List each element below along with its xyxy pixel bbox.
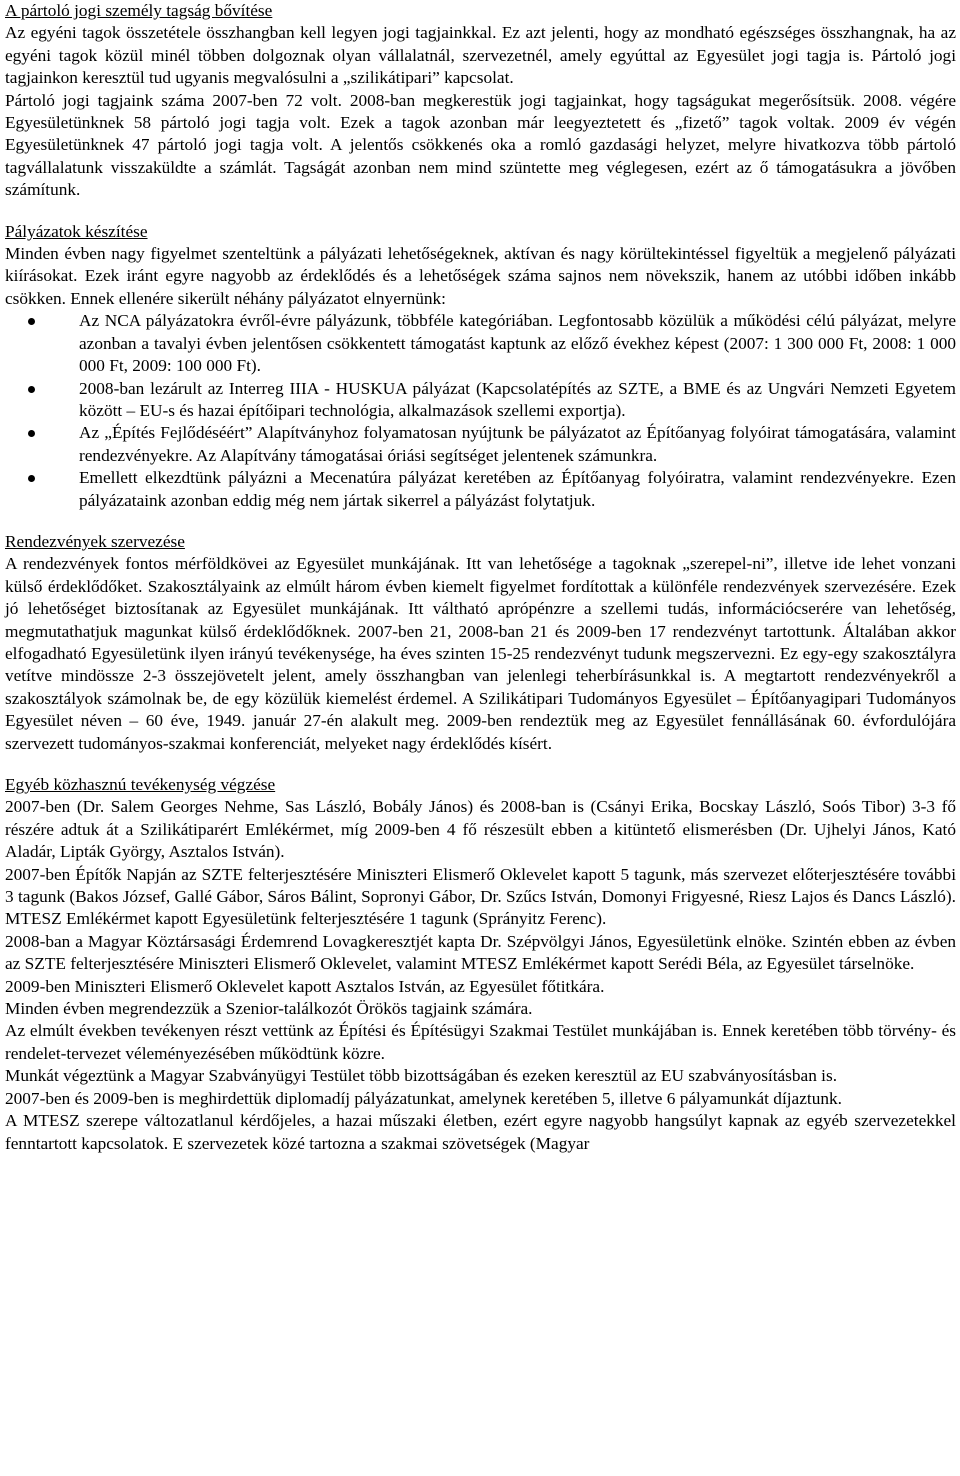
list-item xyxy=(5,467,956,512)
list-item-text: Az NCA pályázatokra évről-évre pályázunk, többféle kategóriában. Legfontosabb közülük a működési célú pályázat, melyre azonban a tavalyi évben jelentősen csökkentett támogatást kaptunk az előző évekhez képest (2007: 1 300 000 Ft, 2008: 1 000 000 Ft, 2009: 100 000 Ft). xyxy=(79,311,956,376)
palyazatok-bullet-list xyxy=(5,310,956,512)
bullet-dot-icon xyxy=(28,430,35,437)
list-item-text: 2008-ban lezárult az Interreg IIIA - HUSKUA pályázat (Kapcsolatépítés az SZTE, a BME és az Ungvári Nemzeti Egyetem között – EU-s és hazai építőipari technológia, alkalmazások szellemi exportja). xyxy=(79,378,956,420)
section-gap xyxy=(5,202,956,221)
rendezvenyek-paragraph: A rendezvények fontos mérföldkövei az Egyesület munkájának. Itt van lehetősége a tagoknak „szerepel-ni”, illetve ide lehet vonzani külső érdeklődőket. Szakosztályaink az elmúlt három évben kiemelt figyelmet fordítottak a különféle rendezvények szervezésére. Ezek jó lehetőséget biztosítanak az Egyesület munkájának. Itt váltható aprópénzre a szellemi tudás, információcserére van lehetőség, megmutathatjuk magunkat külső érdeklődőknek. 2007-ben 21, 2008-ban 21 és 2009-ben 17 rendezvényt tartottunk. Általában akkor elfogadható Egyesületünk ilyen irányú tevékenysége, ha éves szinten 15-25 rendezvényt tudunk megszervezni. Ez egy-egy szakosztályra vetítve mindössze 2-3 összejövetelt jelent, amely összhangban van jelenlegi teherbírásunkkal is. A megtartott rendezvényekről a szakosztályok számolnak be, de egy közülük kiemelést érdemel. A Szilikátipari Tudományos Egyesület – Építőanyagipari Tudományos Egyesület néven – 60 éve, 1949. január 27-én alakult meg. 2009-ben rendeztük meg az Egyesület fennállásának 60. évfordulójára szervezett tudományos-szakmai konferenciát, melyeket nagy érdeklődés kísért. xyxy=(5,554,956,753)
kozhasznu-paragraph-2: 2007-ben Építők Napján az SZTE felterjesztésére Miniszteri Elismerő Oklevelet kapott 5 tagunk, más szervezet előterjesztésére további 3 tagunk (Bakos József, Gallé Gábor, Sáros Bálint, Sopronyi Gábor, Dr. Szűcs István, Domonyi Frigyesné, Riesz Lajos és Dancs László). MTESZ Emlékérmet kapott Egyesületünk felterjesztésére 1 tagunk (Sprányitz Ferenc). xyxy=(5,864,956,929)
list-item xyxy=(5,422,956,467)
list-item-text: Emellett elkezdtünk pályázni a Mecenatúra pályázat keretében az Építőanyag folyóiratra, valamint rendezvényekre. Ezen pályázataink azonban eddig még nem jártak sikerrel a pályázást folytatjuk. xyxy=(79,468,956,510)
bullet-dot-icon xyxy=(28,386,35,393)
partolo-paragraph-2: Pártoló jogi tagjaink száma 2007-ben 72 volt. 2008-ban megkerestük jogi tagjainkat, hogy tagságukat megerősítsük. 2008. végére Egyesületünknek 58 pártoló jogi tagja volt. Ezek a tagok azonban már leegyeztetett és „fizető” tagok voltak. 2009 év végén Egyesületünknek 47 pártoló jogi tagja volt. A jelentős csökkenés oka a romló gazdasági helyzet, melyre hivatkozva több pártoló tagvállalatunk visszaküldte a számlát. Tagságát azonban nem mind szüntette meg véglegesen, ezért az ő támogatásukra a jövőben számítunk. xyxy=(5,90,956,200)
kozhasznu-paragraph-5: Minden évben megrendezzük a Szenior-találkozót Örökös tagjaink számára. xyxy=(5,999,533,1019)
bullet-dot-icon xyxy=(28,475,35,482)
kozhasznu-paragraph-1: 2007-ben (Dr. Salem Georges Nehme, Sas László, Bobály János) és 2008-ban is (Csányi Erika, Bocskay László, Soós Tibor) 3-3 fő részére adtuk át a Szilikátiparért Emlékérmet, míg 2009-ben 4 fő részesült ebben a kitüntető elismerésben (Dr. Ujhelyi János, Kató Aladár, Lipták György, Asztalos István). xyxy=(5,797,956,862)
section-heading-kozhasznu: Egyéb közhasznú tevékenység végzése xyxy=(5,775,276,794)
kozhasznu-paragraph-6: Az elmúlt években tevékenyen részt vettünk az Építési és Építésügyi Szakmai Testület munkájában is. Ennek keretében több törvény- és rendelet-tervezet véleményezésében működtünk közre. xyxy=(5,1021,956,1063)
section-heading-palyazatok: Pályázatok készítése xyxy=(5,221,148,241)
section-gap xyxy=(5,512,956,531)
kozhasznu-paragraph-3: 2008-ban a Magyar Köztársasági Érdemrend Lovagkeresztjét kapta Dr. Szépvölgyi János, Egyesületünk elnöke. Szintén ebben az évben az SZTE felterjesztésére Miniszteri Elismerő Oklevelet, valamint MTESZ Emlékérmet kapott Serédi Béla, az Egyesület társelnöke. xyxy=(5,931,956,974)
section-heading-rendezvenyek: Rendezvények szervezése xyxy=(5,531,185,551)
document-page xyxy=(5,0,956,1155)
list-item-text: Az „Építés Fejlődéséért” Alapítványhoz folyamatosan nyújtunk be pályázatot az Építőanyag folyóirat támogatására, valamint rendezvényekre. Az Alapítvány támogatásai óriási segítséget jelentenek számunkra. xyxy=(79,423,956,465)
list-item xyxy=(5,378,956,423)
section-gap xyxy=(5,755,956,774)
partolo-paragraph-1: Az egyéni tagok összetétele összhangban kell legyen jogi tagjainkkal. Ez azt jelenti, hogy az mondható egészséges összhangnak, ha az egyéni tagok közül minél többen dolgoznak olyan vállalatnál, szervezetnél, amely egyúttal az Egyesület jogi tagja is. Pártoló jogi tagjainkon keresztül tud ugyanis megvalósulni a „szilikátipari” kapcsolat. xyxy=(5,23,956,88)
palyazatok-intro: Minden évben nagy figyelmet szenteltünk a pályázati lehetőségeknek, aktívan és nagy körültekintéssel figyeltük a megjelenő pályázati kiírásokat. Ezek iránt egyre nagyobb az érdeklődés és a lehetőségek száma sajnos nem növekszik, hanem az utóbbi időben inkább csökken. Ennek ellenére sikerült néhány pályázatot elnyernünk: xyxy=(5,244,956,308)
bullet-dot-icon xyxy=(28,318,35,325)
kozhasznu-paragraph-8: 2007-ben és 2009-ben is meghirdettük diplomadíj pályázatunkat, amelynek keretében 5, illetve 6 pályamunkát díjaztunk. xyxy=(5,1088,842,1108)
kozhasznu-paragraph-7: Munkát végeztünk a Magyar Szabványügyi Testület több bizottságában és ezeken keresztül az EU szabványosításban is. xyxy=(5,1066,838,1086)
section-heading-partolo: A pártoló jogi személy tagság bővítése xyxy=(5,1,273,20)
kozhasznu-paragraph-4: 2009-ben Miniszteri Elismerő Oklevelet kapott Asztalos István, az Egyesület főtitkára. xyxy=(5,976,605,996)
list-item xyxy=(5,310,956,377)
kozhasznu-paragraph-9: A MTESZ szerepe változatlanul kérdőjeles, a hazai műszaki életben, ezért egyre nagyobb hangsúlyt kapnak az egyéb szervezetekkel fenntartott kapcsolatok. E szervezetek közé tartozna a szakmai szövetségek (Magyar xyxy=(5,1111,956,1153)
